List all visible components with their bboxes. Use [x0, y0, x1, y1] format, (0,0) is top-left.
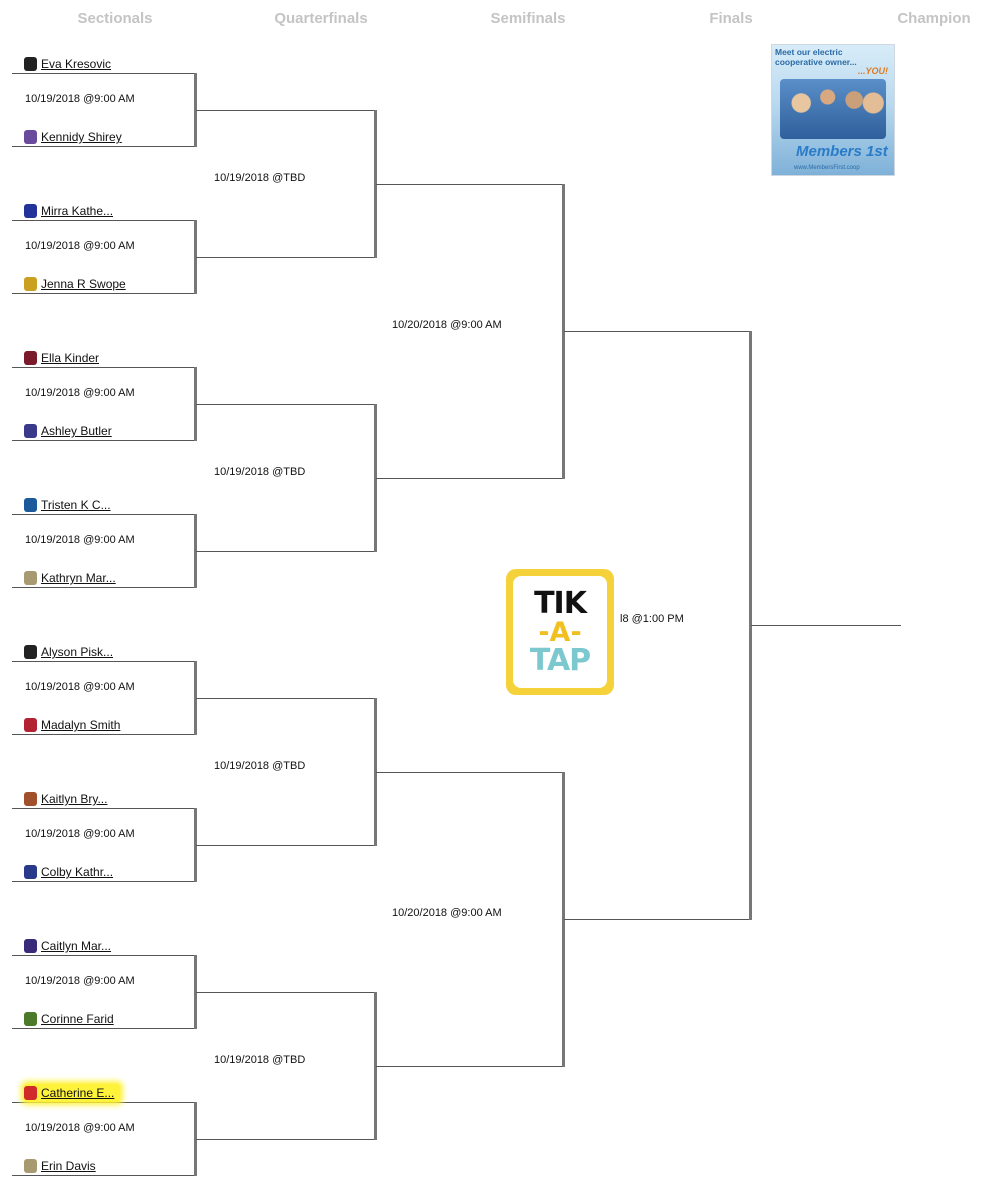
- sponsor-text-2: -A-: [538, 616, 582, 648]
- tik-a-tap-logo: [506, 569, 614, 695]
- h-logo-icon: [24, 204, 37, 218]
- sectional-line: [12, 808, 196, 809]
- player-entry[interactable]: [24, 349, 99, 367]
- sectional-line: [12, 440, 196, 441]
- semifinal-line: [376, 1066, 564, 1067]
- sectional-line: [12, 1175, 196, 1176]
- semifinal-game-time: 10/20/2018 @9:00 AM: [392, 319, 502, 331]
- player-name-link[interactable]: Kathryn Mar...: [41, 571, 116, 585]
- player-name-link[interactable]: Colby Kathr...: [41, 865, 114, 879]
- semifinal-line: [376, 184, 564, 185]
- player-entry[interactable]: [24, 1010, 114, 1028]
- k-logo-icon: [24, 277, 37, 291]
- quarterfinal-game-time: 10/19/2018 @TBD: [214, 760, 306, 772]
- round-header-semifinals: Semifinals: [490, 10, 566, 27]
- sectional-line: [12, 661, 196, 662]
- player-entry[interactable]: [24, 202, 113, 220]
- sectional-game-time: 10/19/2018 @9:00 AM: [25, 534, 135, 546]
- sectional-line: [12, 367, 196, 368]
- sectional-game-time: 10/19/2018 @9:00 AM: [25, 681, 135, 693]
- player-name-link[interactable]: Caitlyn Mar...: [41, 939, 112, 953]
- player-name-link[interactable]: Kennidy Shirey: [41, 130, 122, 144]
- sponsor-text-3: TAP: [529, 642, 591, 678]
- sectional-line: [12, 293, 196, 294]
- player-name-link[interactable]: Corinne Farid: [41, 1012, 114, 1026]
- player-name-link[interactable]: Kaitlyn Bry...: [41, 792, 108, 806]
- t-logo-icon: [24, 498, 37, 512]
- player-name-link[interactable]: Mirra Kathe...: [41, 204, 114, 218]
- player-entry[interactable]: [24, 422, 112, 440]
- sectional-line: [12, 1102, 196, 1103]
- player-entry[interactable]: [24, 1084, 120, 1102]
- sponsor-text-1: TIK: [534, 585, 586, 621]
- player-entry[interactable]: [24, 275, 126, 293]
- champion-line: [751, 625, 901, 626]
- sectional-game-time: 10/19/2018 @9:00 AM: [25, 93, 135, 105]
- final-line: [564, 919, 752, 920]
- quarterfinal-line: [196, 404, 376, 405]
- quarterfinal-line: [196, 551, 376, 552]
- sectional-line: [12, 955, 196, 956]
- s-logo-icon: [24, 351, 37, 365]
- player-name-link[interactable]: Alyson Pisk...: [41, 645, 114, 659]
- player-name-link[interactable]: Tristen K C...: [41, 498, 111, 512]
- player-name-link[interactable]: Madalyn Smith: [41, 718, 121, 732]
- semifinal-game-time: 10/20/2018 @9:00 AM: [392, 907, 502, 919]
- ad-photo: [780, 79, 886, 139]
- quarterfinal-line: [196, 992, 376, 993]
- final-game-time: l8 @1:00 PM: [620, 613, 684, 625]
- spartan-icon: [24, 424, 37, 438]
- k-logo-icon: [24, 939, 37, 953]
- quarterfinal-line: [196, 1139, 376, 1140]
- sectional-line: [12, 73, 196, 74]
- quarterfinal-line: [196, 257, 376, 258]
- player-entry[interactable]: [24, 716, 120, 734]
- player-name-link[interactable]: Ella Kinder: [41, 351, 100, 365]
- quarterfinal-line: [196, 698, 376, 699]
- statue-icon: [24, 1159, 37, 1173]
- shield-icon: [24, 1012, 37, 1026]
- player-name-link[interactable]: Eva Kresovic: [41, 57, 112, 71]
- ad-url: www.MembersFirst.coop: [794, 165, 860, 171]
- quarterfinal-game-time: 10/19/2018 @TBD: [214, 1054, 306, 1066]
- ad-headline-2: cooperative owner...: [775, 57, 857, 67]
- ad-headline-1: Meet our electric: [775, 47, 843, 57]
- player-entry[interactable]: [24, 569, 116, 587]
- player-entry[interactable]: [24, 643, 113, 661]
- round-header-quarterfinals: Quarterfinals: [274, 10, 368, 27]
- sectional-line: [12, 146, 196, 147]
- quarterfinal-game-time: 10/19/2018 @TBD: [214, 172, 306, 184]
- sectional-game-time: 10/19/2018 @9:00 AM: [25, 975, 135, 987]
- sectional-line: [12, 514, 196, 515]
- sectional-line: [12, 734, 196, 735]
- panther-icon: [24, 645, 37, 659]
- bird-icon: [24, 1086, 37, 1100]
- round-header-finals: Finals: [709, 10, 753, 27]
- sectional-game-time: 10/19/2018 @9:00 AM: [25, 240, 135, 252]
- members-1st-ad[interactable]: [771, 44, 895, 176]
- player-entry[interactable]: [24, 496, 111, 514]
- sectional-line: [12, 220, 196, 221]
- ad-headline-3: ...YOU!: [857, 66, 888, 76]
- player-entry[interactable]: [24, 1157, 96, 1175]
- n-logo-icon: [24, 718, 37, 732]
- player-entry[interactable]: [24, 863, 113, 881]
- round-header-sectionals: Sectionals: [77, 10, 153, 27]
- eagle-icon: [24, 865, 37, 879]
- final-line: [564, 331, 752, 332]
- player-name-link[interactable]: Erin Davis: [41, 1159, 96, 1173]
- quarterfinal-game-time: 10/19/2018 @TBD: [214, 466, 306, 478]
- player-name-link[interactable]: Ashley Butler: [41, 424, 112, 438]
- statue-icon: [24, 571, 37, 585]
- player-name-link[interactable]: Catherine E...: [41, 1086, 115, 1100]
- sectional-line: [12, 881, 196, 882]
- player-entry[interactable]: [24, 790, 107, 808]
- semifinal-line: [376, 772, 564, 773]
- sectional-line: [12, 1028, 196, 1029]
- round-header-champion: Champion: [897, 10, 971, 27]
- player-entry[interactable]: [24, 55, 111, 73]
- sectional-game-time: 10/19/2018 @9:00 AM: [25, 387, 135, 399]
- sectional-line: [12, 587, 196, 588]
- quarterfinal-line: [196, 845, 376, 846]
- semifinal-line: [376, 478, 564, 479]
- player-name-link[interactable]: Jenna R Swope: [41, 277, 126, 291]
- viking-icon: [24, 130, 37, 144]
- panther-icon: [24, 57, 37, 71]
- player-entry[interactable]: [24, 937, 111, 955]
- ad-brand-logo: Members 1st: [796, 143, 888, 160]
- quarterfinal-line: [196, 110, 376, 111]
- ball-icon: [24, 792, 37, 806]
- sectional-game-time: 10/19/2018 @9:00 AM: [25, 828, 135, 840]
- player-entry[interactable]: [24, 128, 122, 146]
- sectional-game-time: 10/19/2018 @9:00 AM: [25, 1122, 135, 1134]
